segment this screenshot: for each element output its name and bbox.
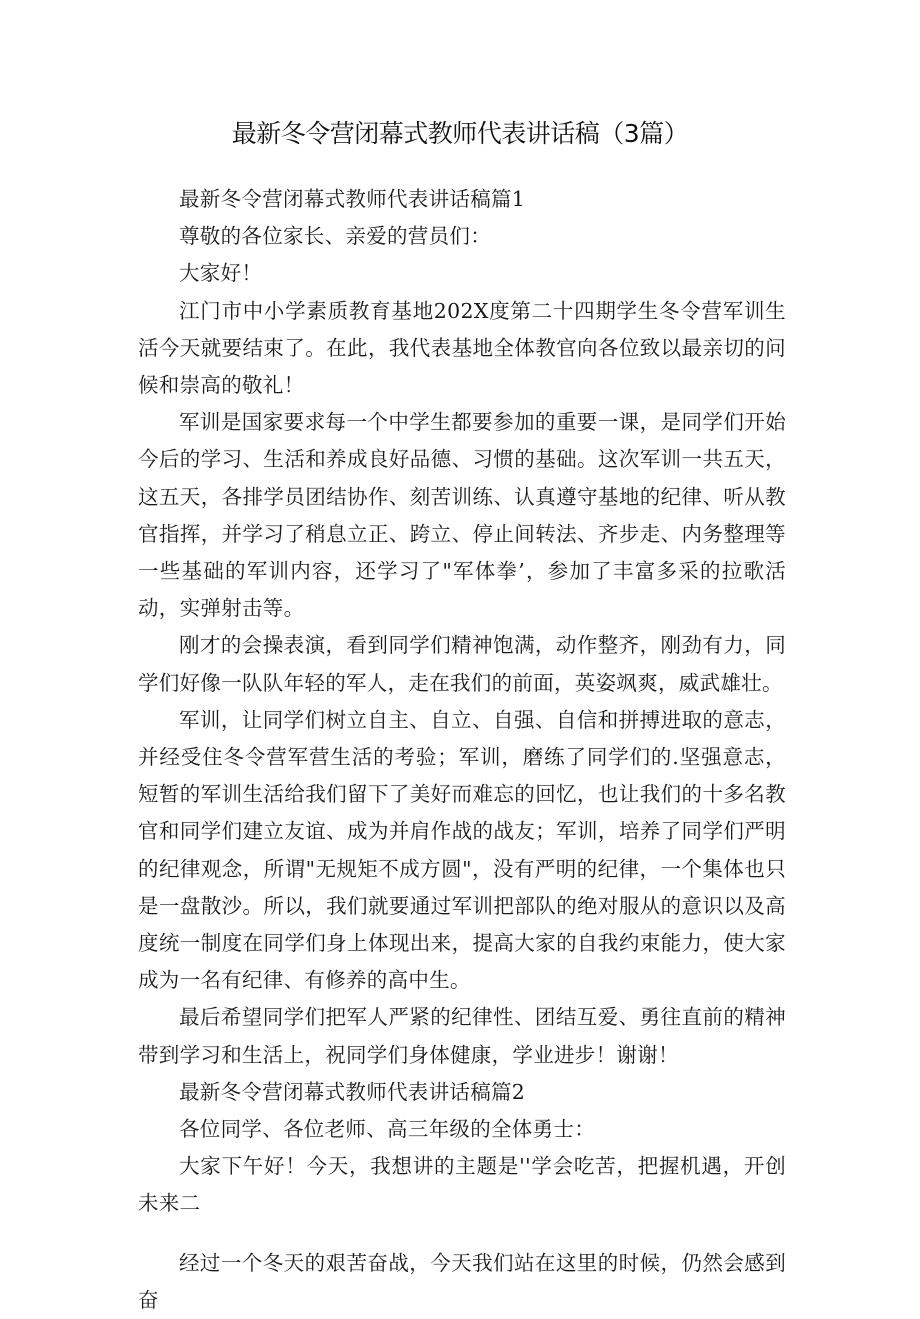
document-title: 最新冬令营闭幕式教师代表讲话稿（3篇） bbox=[231, 119, 689, 148]
body-paragraph: 江门市中小学素质教育基地202X度第二十四期学生冬令营军训生活今天就要结束了。在此，我代表基地全体教官向各位致以最亲切的问候和崇高的敬礼！ bbox=[138, 298, 786, 398]
salutation: 尊敬的各位家长、亲爱的营员们： bbox=[179, 224, 491, 249]
salutation: 各位同学、各位老师、高三年级的全体勇士： bbox=[179, 1117, 595, 1142]
body-paragraph: 大家下午好！今天，我想讲的主题是''学会吃苦，把握机遇，开创未来二 bbox=[138, 1154, 786, 1216]
section-heading: 最新冬令营闭幕式教师代表讲话稿篇1 bbox=[179, 187, 526, 211]
body-paragraph: 最后希望同学们把军人严紧的纪律性、团结互爱、勇往直前的精神带到学习和生活上，祝同学们身体健康，学业进步！谢谢！ bbox=[138, 1005, 786, 1067]
body-paragraph: 军训，让同学们树立自主、自立、自强、自信和拼搏进取的意志，并经受住冬令营军营生活的考验；军训，磨练了同学们的.坚强意志，短暂的军训生活给我们留下了美好而难忘的回忆，也让我们的十多名教官和同学们建立友谊、成为并肩作战的战友；军训，培养了同学们严明的纪律观念，所谓"无规矩不成方圆"，没有严明的纪律，一个集体也只是一盘散沙。所以，我们就要通过军训把部队的绝对服从的意识以及高度统一制度在同学们身上体现出来，提高大家的自我约束能力，使大家成为一名有纪律、有修养的高中生。 bbox=[138, 707, 786, 993]
body-paragraph: 经过一个冬天的艰苦奋战，今天我们站在这里的时候，仍然会感到奋 bbox=[138, 1250, 786, 1312]
greeting: 大家好！ bbox=[179, 261, 263, 286]
section-heading: 最新冬令营闭幕式教师代表讲话稿篇2 bbox=[179, 1079, 526, 1104]
document-body bbox=[138, 181, 786, 1319]
body-paragraph: 军训是国家要求每一个中学生都要参加的重要一课，是同学们开始今后的学习、生活和养成良好品德、习惯的基础。这次军训一共五天，这五天，各排学员团结协作、刻苦训练、认真遵守基地的纪律、听从教官指挥，并学习了稍息立正、跨立、停止间转法、齐步走、内务整理等一些基础的军训内容，还学习了"军体拳’，参加了丰富多采的拉歌活动，实弹射击等。 bbox=[138, 410, 786, 621]
body-paragraph: 刚才的会操表演，看到同学们精神饱满，动作整齐，刚劲有力，同学们好像一队队年轻的军人，走在我们的前面，英姿飒爽，威武雄壮。 bbox=[138, 633, 786, 695]
